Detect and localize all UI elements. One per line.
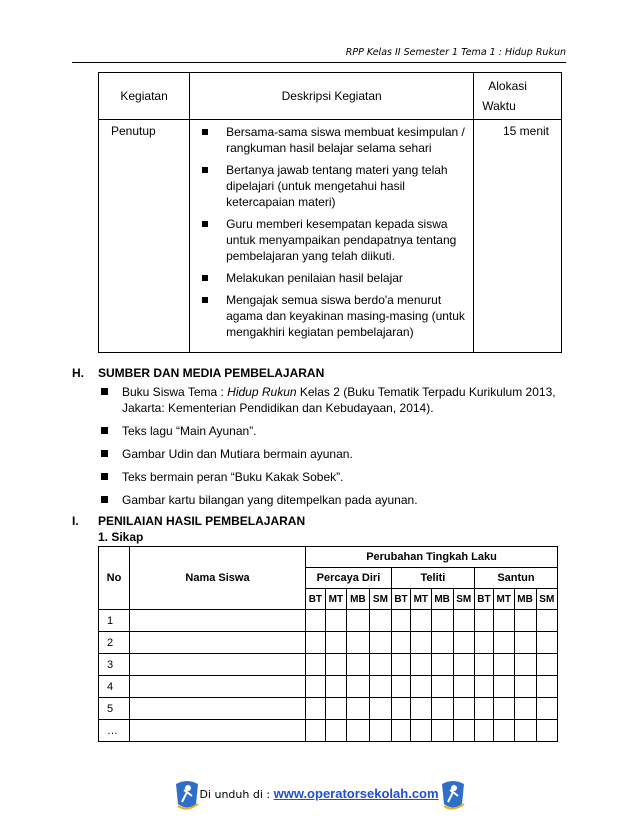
score-cell: [493, 610, 514, 632]
score-cell: [411, 654, 432, 676]
score-cell: [431, 632, 453, 654]
level-bt: BT: [391, 589, 410, 610]
score-cell: [536, 698, 557, 720]
score-cell: [474, 698, 493, 720]
nama-siswa-cell: [130, 720, 306, 742]
header-divider: [72, 62, 566, 63]
deskripsi-item: Mengajak semua siswa berdo'a menurut agama dan keyakinan masing-masing (untuk mengakhiri kegiatan pembelajaran): [202, 292, 467, 340]
score-cell: [325, 632, 346, 654]
level-bt: BT: [474, 589, 493, 610]
score-cell: [536, 676, 557, 698]
score-cell: [514, 610, 536, 632]
section-i-heading: [72, 514, 305, 528]
score-cell: [536, 720, 557, 742]
level-sm: SM: [369, 589, 391, 610]
sumber-item: [98, 446, 558, 462]
col-no: No: [99, 547, 130, 610]
score-cell: [306, 632, 326, 654]
nama-siswa-cell: [130, 698, 306, 720]
score-cell: [411, 698, 432, 720]
score-cell: [536, 610, 557, 632]
score-cell: [514, 676, 536, 698]
score-cell: [411, 610, 432, 632]
waktu-cell: 15 menit: [474, 120, 562, 353]
sumber-item-text: Teks bermain peran “Buku Kakak Sobek”.: [122, 470, 344, 484]
score-cell: [514, 720, 536, 742]
table-row: [99, 610, 558, 632]
row-number: …: [99, 720, 130, 742]
footer-link[interactable]: www.operatorsekolah.com: [273, 786, 439, 801]
score-cell: [453, 676, 474, 698]
score-cell: [474, 632, 493, 654]
score-cell: [347, 632, 370, 654]
score-cell: [453, 720, 474, 742]
score-cell: [369, 632, 391, 654]
section-i-letter: I.: [72, 514, 79, 528]
score-cell: [411, 676, 432, 698]
score-cell: [325, 610, 346, 632]
score-cell: [306, 676, 326, 698]
score-cell: [411, 720, 432, 742]
score-cell: [391, 698, 410, 720]
nama-siswa-cell: [130, 610, 306, 632]
sumber-item: [98, 384, 558, 416]
sumber-item-text: Gambar kartu bilangan yang ditempelkan pada ayunan.: [122, 493, 418, 507]
score-cell: [453, 698, 474, 720]
score-cell: [391, 610, 410, 632]
score-cell: [306, 610, 326, 632]
sumber-item: [98, 492, 558, 508]
score-cell: [369, 676, 391, 698]
score-cell: [474, 654, 493, 676]
group-percaya-diri: Percaya Diri: [306, 568, 392, 589]
activity-row-penutup: [99, 120, 562, 353]
row-number: 2: [99, 632, 130, 654]
score-cell: [391, 720, 410, 742]
score-cell: [431, 720, 453, 742]
score-cell: [391, 632, 410, 654]
deskripsi-list: [202, 124, 467, 340]
score-cell: [453, 632, 474, 654]
header-kegiatan: Kegiatan: [99, 73, 190, 120]
row-number: 3: [99, 654, 130, 676]
score-cell: [391, 654, 410, 676]
sikap-header-row-1: [99, 547, 558, 568]
page-header: RPP Kelas II Semester 1 Tema 1 : Hidup Rukun: [345, 47, 566, 58]
sikap-table: [98, 546, 558, 742]
level-mb: MB: [347, 589, 370, 610]
sumber-item: [98, 469, 558, 485]
score-cell: [431, 698, 453, 720]
kegiatan-cell: Penutup: [99, 120, 190, 353]
score-cell: [453, 610, 474, 632]
level-mt: MT: [493, 589, 514, 610]
score-cell: [369, 610, 391, 632]
level-sm: SM: [536, 589, 557, 610]
score-cell: [493, 676, 514, 698]
score-cell: [347, 720, 370, 742]
col-perubahan-tingkah-laku: Perubahan Tingkah Laku: [306, 547, 558, 568]
score-cell: [474, 610, 493, 632]
score-cell: [474, 720, 493, 742]
sumber-item-italic: Hidup Rukun: [227, 385, 297, 399]
deskripsi-item: Bertanya jawab tentang materi yang telah dipelajari (untuk mengetahui hasil ketercapaian materi): [202, 162, 467, 210]
score-cell: [493, 720, 514, 742]
score-cell: [536, 654, 557, 676]
header-deskripsi: Deskripsi Kegiatan: [190, 73, 474, 120]
nama-siswa-cell: [130, 632, 306, 654]
deskripsi-item: Guru memberi kesempatan kepada siswa untuk menyampaikan pendapatnya tentang pembelajaran yang telah diikuti.: [202, 216, 467, 264]
level-bt: BT: [306, 589, 326, 610]
row-number: 1: [99, 610, 130, 632]
score-cell: [369, 654, 391, 676]
score-cell: [391, 676, 410, 698]
row-number: 5: [99, 698, 130, 720]
alokasi-line2: Waktu: [482, 99, 516, 113]
header-alokasi-waktu: [474, 73, 562, 120]
score-cell: [453, 654, 474, 676]
score-cell: [493, 632, 514, 654]
score-cell: [306, 720, 326, 742]
nama-siswa-cell: [130, 654, 306, 676]
score-cell: [536, 632, 557, 654]
nama-siswa-cell: [130, 676, 306, 698]
score-cell: [306, 698, 326, 720]
level-sm: SM: [453, 589, 474, 610]
table-row: [99, 676, 558, 698]
score-cell: [347, 676, 370, 698]
score-cell: [493, 654, 514, 676]
score-cell: [474, 676, 493, 698]
table-row: [99, 632, 558, 654]
score-cell: [325, 676, 346, 698]
score-cell: [325, 698, 346, 720]
level-mt: MT: [325, 589, 346, 610]
score-cell: [493, 698, 514, 720]
sumber-item-text: Gambar Udin dan Mutiara bermain ayunan.: [122, 447, 353, 461]
section-h-title: SUMBER DAN MEDIA PEMBELAJARAN: [98, 366, 325, 380]
activity-table: [98, 72, 562, 353]
score-cell: [411, 632, 432, 654]
section-h-heading: [72, 366, 324, 380]
level-mb: MB: [431, 589, 453, 610]
section-h-letter: H.: [72, 366, 84, 380]
activity-table-header-row: [99, 73, 562, 120]
alokasi-line1: Alokasi: [488, 79, 527, 93]
score-cell: [347, 610, 370, 632]
score-cell: [514, 698, 536, 720]
score-cell: [514, 654, 536, 676]
level-mb: MB: [514, 589, 536, 610]
sikap-subtitle: 1. Sikap: [98, 530, 144, 544]
deskripsi-cell: [190, 120, 474, 353]
table-row: [99, 720, 558, 742]
sumber-item-text: Kelas 2 (Buku Tematik Terpadu Kurikulum 2013, Jakarta: Kementerian Pendidikan dan Kebudayaan, 2014).: [122, 385, 556, 415]
footer-prefix: Di unduh di :: [199, 788, 274, 801]
score-cell: [306, 654, 326, 676]
deskripsi-item: Melakukan penilaian hasil belajar: [202, 270, 467, 286]
score-cell: [325, 654, 346, 676]
sumber-item-text: Teks lagu “Main Ayunan”.: [122, 424, 257, 438]
score-cell: [431, 610, 453, 632]
sumber-media-list: [98, 384, 558, 515]
score-cell: [369, 698, 391, 720]
score-cell: [514, 632, 536, 654]
deskripsi-item: Bersama-sama siswa membuat kesimpulan / rangkuman hasil belajar selama sehari: [202, 124, 467, 156]
table-row: [99, 654, 558, 676]
table-row: [99, 698, 558, 720]
sikap-table-body: [99, 610, 558, 742]
score-cell: [325, 720, 346, 742]
score-cell: [347, 654, 370, 676]
score-cell: [347, 698, 370, 720]
score-cell: [369, 720, 391, 742]
group-santun: Santun: [474, 568, 557, 589]
level-mt: MT: [411, 589, 432, 610]
score-cell: [431, 676, 453, 698]
sumber-item-text: Buku Siswa Tema :: [122, 385, 228, 399]
score-cell: [431, 654, 453, 676]
page-footer: [0, 786, 638, 801]
row-number: 4: [99, 676, 130, 698]
group-teliti: Teliti: [391, 568, 474, 589]
sumber-item: [98, 423, 558, 439]
col-nama-siswa: Nama Siswa: [130, 547, 306, 610]
section-i-title: PENILAIAN HASIL PEMBELAJARAN: [98, 514, 306, 528]
